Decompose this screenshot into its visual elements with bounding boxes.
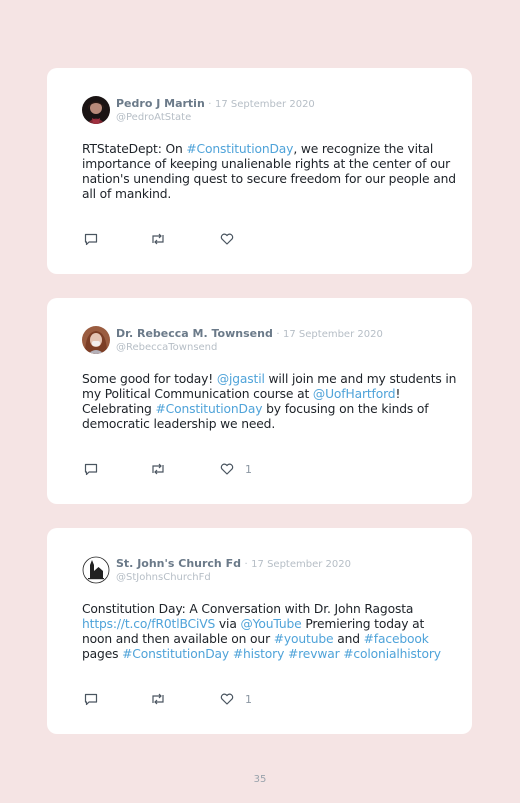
- author-name[interactable]: St. John's Church Fd: [116, 557, 241, 570]
- tweet-card: [47, 68, 472, 274]
- meta-separator: ·: [208, 99, 212, 110]
- like-count: 1: [245, 692, 252, 706]
- tweet-link[interactable]: #ConstitutionDay: [122, 647, 230, 661]
- tweet-link[interactable]: #youtube: [273, 632, 334, 646]
- tweet-text-segment: ! Celebrating: [82, 387, 401, 416]
- tweet-link[interactable]: @UofHartford: [312, 387, 396, 401]
- tweet-actions: [83, 691, 283, 707]
- reply-icon: [83, 231, 99, 247]
- tweet-card: [47, 298, 472, 504]
- tweet-link[interactable]: #ConstitutionDay: [155, 402, 263, 416]
- tweet-text: [82, 372, 457, 432]
- retweet-icon: [149, 691, 167, 707]
- like-count: 1: [245, 462, 252, 476]
- meta-separator: ·: [276, 329, 280, 340]
- like-button[interactable]: [219, 461, 252, 477]
- tweet-link[interactable]: @YouTube: [240, 617, 302, 631]
- meta-separator: ·: [244, 559, 248, 570]
- tweet-text-segment: and: [333, 632, 364, 646]
- like-button[interactable]: [219, 231, 245, 247]
- tweet-link[interactable]: https://t.co/fR0tlBCiVS: [82, 617, 216, 631]
- tweet-date[interactable]: 17 September 2020: [251, 559, 351, 570]
- author-handle[interactable]: @PedroAtState: [116, 112, 192, 123]
- author-handle[interactable]: @StJohnsChurchFd: [116, 572, 211, 583]
- tweet-actions: [83, 231, 283, 247]
- tweet-card: [47, 528, 472, 734]
- tweet-text-segment: by focusing on the kinds of democratic leadership we need.: [82, 402, 429, 431]
- tweet-text-segment: pages: [82, 647, 123, 661]
- reply-button[interactable]: [83, 231, 99, 247]
- tweet-link[interactable]: #revwar: [287, 647, 340, 661]
- avatar[interactable]: [82, 556, 110, 584]
- tweet-link[interactable]: @jgastil: [216, 372, 265, 386]
- tweet-link[interactable]: #facebook: [363, 632, 429, 646]
- reply-icon: [83, 691, 99, 707]
- retweet-button[interactable]: [149, 691, 167, 707]
- tweet-link[interactable]: #history: [232, 647, 285, 661]
- tweet-text: [82, 602, 457, 662]
- tweet-text-segment: will join me and my students in my Political Communication course at: [82, 372, 457, 401]
- tweet-text-segment: , we recognize the vital importance of keeping unalienable rights at the center of our nation's unending quest to secure freedom for our people and all of mankind.: [82, 142, 456, 201]
- reply-button[interactable]: [83, 461, 99, 477]
- tweet-link[interactable]: #ConstitutionDay: [186, 142, 294, 156]
- tweet-actions: [83, 461, 283, 477]
- tweet-text-segment: via: [215, 617, 241, 631]
- retweet-button[interactable]: [149, 231, 167, 247]
- avatar[interactable]: [82, 326, 110, 354]
- retweet-icon: [149, 231, 167, 247]
- heart-icon: [219, 461, 235, 477]
- heart-icon: [219, 691, 235, 707]
- retweet-button[interactable]: [149, 461, 167, 477]
- tweet-text: [82, 142, 457, 202]
- tweet-text-segment: Constitution Day: A Conversation with Dr. John Ragosta: [82, 602, 414, 616]
- reply-icon: [83, 461, 99, 477]
- tweet-text-segment: RTStateDept: On: [82, 142, 187, 156]
- like-button[interactable]: [219, 691, 252, 707]
- tweet-date[interactable]: 17 September 2020: [283, 329, 383, 340]
- reply-button[interactable]: [83, 691, 99, 707]
- tweet-date[interactable]: 17 September 2020: [214, 99, 315, 110]
- author-name[interactable]: Dr. Rebecca M. Townsend: [116, 327, 273, 340]
- page-number: 35: [253, 774, 267, 785]
- tweet-link[interactable]: #colonialhistory: [343, 647, 441, 661]
- retweet-icon: [149, 461, 167, 477]
- tweet-text-segment: Some good for today!: [82, 372, 217, 386]
- tweet-text-segment: Premiering today at noon and then available on our: [82, 617, 425, 646]
- heart-icon: [219, 231, 235, 247]
- author-name[interactable]: Pedro J Martin: [116, 97, 205, 110]
- avatar[interactable]: [82, 96, 110, 124]
- author-handle[interactable]: @RebeccaTownsend: [116, 342, 218, 353]
